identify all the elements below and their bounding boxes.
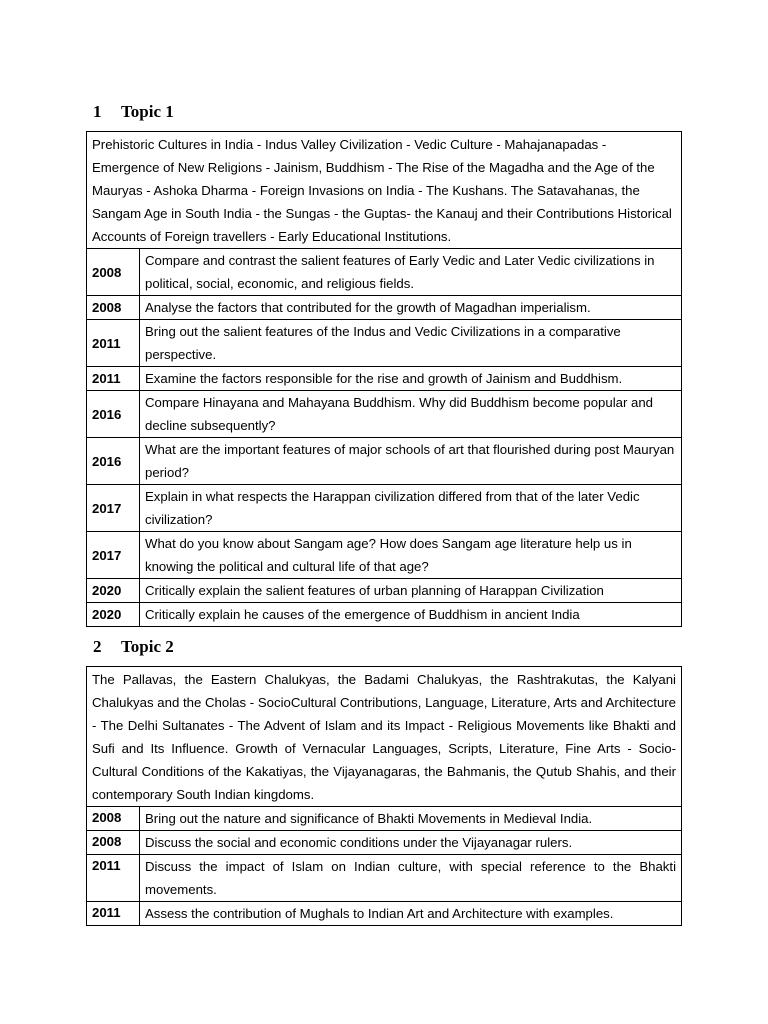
year-cell: 2008 <box>87 296 140 320</box>
question-cell: Discuss the impact of Islam on Indian culture, with special reference to the Bhakti movements. <box>140 855 682 902</box>
topic-2-heading <box>93 637 174 657</box>
year-cell: 2008 <box>87 831 140 855</box>
syllabus-cell: Prehistoric Cultures in India - Indus Valley Civilization - Vedic Culture - Mahajanapadas - Emergence of New Religions - Jainism, Buddhism - The Rise of the Magadha and the Age of the Mauryas - Ashoka Dharma - Foreign Invasions on India - The Kushans. The Satavahanas, the Sangam Age in South India - the Sungas - the Guptas- the Kanauj and their Contributions Historical Accounts of Foreign travellers - Early Educational Institutions. <box>87 132 682 249</box>
topic-1-heading <box>93 102 174 122</box>
table-row <box>87 438 682 485</box>
topic-title: Topic 1 <box>121 102 174 121</box>
question-cell: What do you know about Sangam age? How does Sangam age literature help us in knowing the political and cultural life of that age? <box>140 532 682 579</box>
table-row <box>87 532 682 579</box>
year-cell: 2017 <box>87 485 140 532</box>
question-cell: Compare Hinayana and Mahayana Buddhism. Why did Buddhism become popular and decline subsequently? <box>140 391 682 438</box>
year-cell: 2017 <box>87 532 140 579</box>
question-cell: Analyse the factors that contributed for the growth of Magadhan imperialism. <box>140 296 682 320</box>
table-row <box>87 296 682 320</box>
question-cell: Discuss the social and economic conditions under the Vijayanagar rulers. <box>140 831 682 855</box>
year-cell: 2016 <box>87 391 140 438</box>
year-cell: 2011 <box>87 855 140 902</box>
table-row <box>87 603 682 627</box>
table-row <box>87 855 682 902</box>
year-cell: 2008 <box>87 807 140 831</box>
year-cell: 2011 <box>87 367 140 391</box>
question-cell: Critically explain the salient features of urban planning of Harappan Civilization <box>140 579 682 603</box>
question-cell: Examine the factors responsible for the rise and growth of Jainism and Buddhism. <box>140 367 682 391</box>
question-cell: Compare and contrast the salient features of Early Vedic and Later Vedic civilizations in political, social, economic, and religious fields. <box>140 249 682 296</box>
syllabus-row <box>87 667 682 807</box>
question-cell: Critically explain he causes of the emergence of Buddhism in ancient India <box>140 603 682 627</box>
table-row <box>87 579 682 603</box>
topic-2-table <box>86 666 682 926</box>
question-cell: Explain in what respects the Harappan civilization differed from that of the later Vedic civilization? <box>140 485 682 532</box>
year-cell: 2016 <box>87 438 140 485</box>
topic-number: 2 <box>93 637 102 656</box>
syllabus-row <box>87 132 682 249</box>
table-row <box>87 807 682 831</box>
question-cell: Bring out the salient features of the Indus and Vedic Civilizations in a comparative perspective. <box>140 320 682 367</box>
table-row <box>87 902 682 926</box>
topic-number: 1 <box>93 102 102 121</box>
question-cell: Assess the contribution of Mughals to Indian Art and Architecture with examples. <box>140 902 682 926</box>
question-cell: Bring out the nature and significance of Bhakti Movements in Medieval India. <box>140 807 682 831</box>
year-cell: 2008 <box>87 249 140 296</box>
year-cell: 2020 <box>87 603 140 627</box>
year-cell: 2011 <box>87 320 140 367</box>
syllabus-cell: The Pallavas, the Eastern Chalukyas, the Badami Chalukyas, the Rashtrakutas, the Kalyani Chalukyas and the Cholas - SocioCultural Contributions, Language, Literature, Arts and Architecture - The Delhi Sultanates - The Advent of Islam and its Impact - Religious Movements like Bhakti and Sufi and Its Influence. Growth of Vernacular Languages, Scripts, Literature, Fine Arts - Socio-Cultural Conditions of the Kakatiyas, the Vijayanagaras, the Bahmanis, the Qutub Shahis, and their contemporary South Indian kingdoms. <box>87 667 682 807</box>
topic-1-table <box>86 131 682 627</box>
table-row <box>87 391 682 438</box>
table-row <box>87 831 682 855</box>
year-cell: 2011 <box>87 902 140 926</box>
table-row <box>87 485 682 532</box>
topic-title: Topic 2 <box>121 637 174 656</box>
table-row <box>87 320 682 367</box>
year-cell: 2020 <box>87 579 140 603</box>
question-cell: What are the important features of major schools of art that flourished during post Mauryan period? <box>140 438 682 485</box>
table-row <box>87 367 682 391</box>
table-row <box>87 249 682 296</box>
